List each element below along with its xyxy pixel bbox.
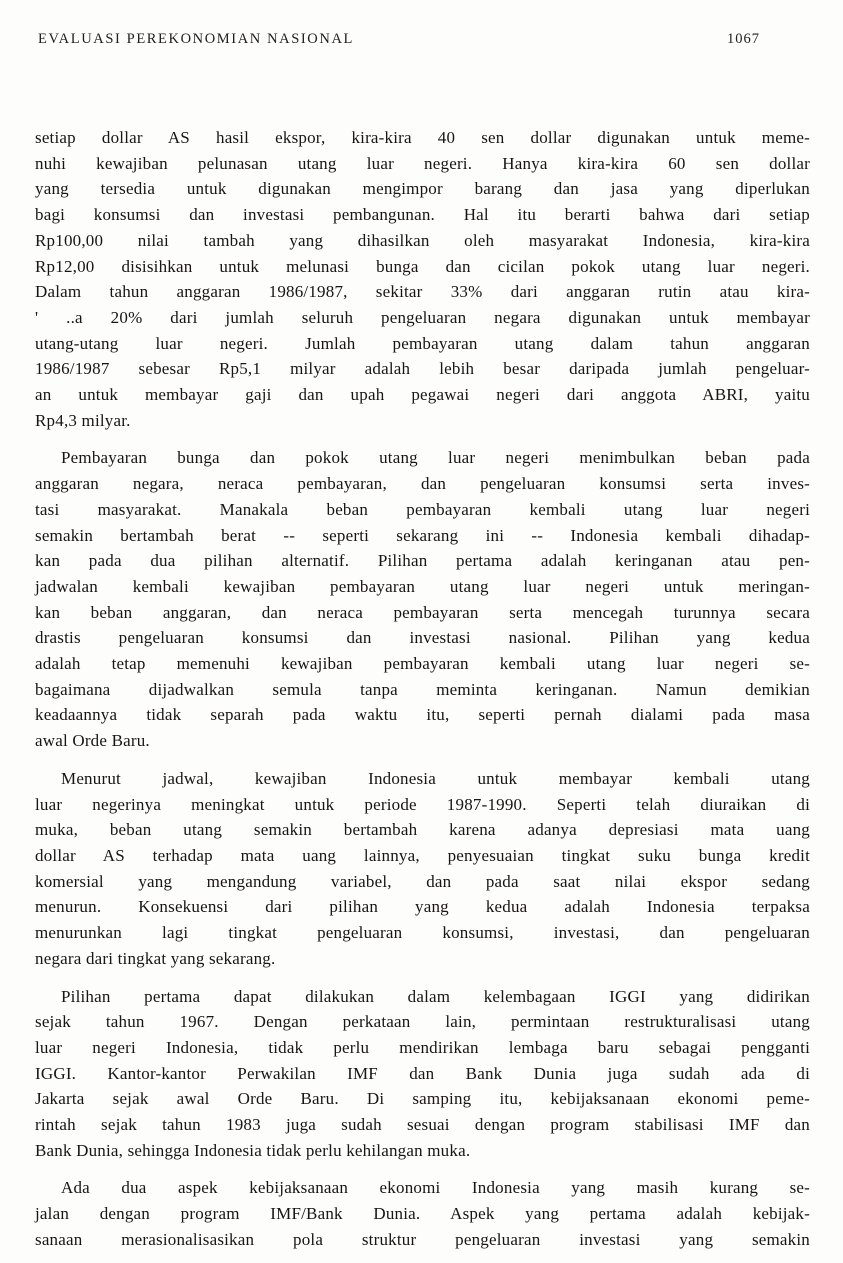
paragraph [35,125,810,433]
text-line: luar negeri Indonesia, tidak perlu mendirikan lembaga baru sebagai pengganti [35,1037,810,1057]
text-line: an untuk membayar gaji dan upah pegawai negeri dari anggota ABRI, yaitu [35,385,810,405]
text-line: dollar AS terhadap mata uang lainnya, penyesuaian tingkat suku bunga kredit [35,845,810,865]
page-number: 1067 [727,31,760,47]
text-line: Ada dua aspek kebijaksanaan ekonomi Indonesia yang masih kurang se- [61,1178,810,1198]
paragraph [35,445,810,753]
text-line: jalan dengan program IMF/Bank Dunia. Aspek yang pertama adalah kebijak- [35,1204,810,1224]
text-line: luar negerinya meningkat untuk periode 1987-1990. Seperti telah diuraikan di [35,794,810,814]
text-line: Rp4,3 milyar. [35,410,131,430]
text-line: Pembayaran bunga dan pokok utang luar negeri menimbulkan beban pada [61,448,810,468]
header-title: EVALUASI PEREKONOMIAN NASIONAL [38,31,354,47]
text-line: sanaan merasionalisasikan pola struktur pengeluaran investasi yang semakin [35,1229,810,1249]
paragraph [35,766,810,972]
text-line: sejak tahun 1967. Dengan perkataan lain, permintaan restrukturalisasi utang [35,1012,810,1032]
text-line: muka, beban utang semakin bertambah karena adanya depresiasi mata uang [35,820,810,840]
text-line: menurunkan lagi tingkat pengeluaran konsumsi, investasi, dan pengeluaran [35,923,810,943]
text-line: adalah tetap memenuhi kewajiban pembayaran kembali utang luar negeri se- [35,654,810,674]
text-line: utang-utang luar negeri. Jumlah pembayaran utang dalam tahun anggaran [35,333,810,353]
running-header [0,0,843,48]
text-line: rintah sejak tahun 1983 juga sudah sesuai dengan program stabilisasi IMF dan [35,1115,810,1135]
text-line: kan beban anggaran, dan neraca pembayaran serta mencegah turunnya secara [35,602,810,622]
text-line: menurun. Konsekuensi dari pilihan yang kedua adalah Indonesia terpaksa [35,897,810,917]
text-line: Menurut jadwal, kewajiban Indonesia untuk membayar kembali utang [61,768,810,788]
text-line: Jakarta sejak awal Orde Baru. Di samping itu, kebijaksanaan ekonomi peme- [35,1089,810,1109]
text-line: setiap dollar AS hasil ekspor, kira-kira 40 sen dollar digunakan untuk meme- [35,128,810,147]
text-line: 1986/1987 sebesar Rp5,1 milyar adalah lebih besar daripada jumlah pengeluar- [35,359,810,379]
text-line: Rp12,00 disisihkan untuk melunasi bunga dan cicilan pokok utang luar negeri. [35,256,810,276]
text-line: IGGI. Kantor-kantor Perwakilan IMF dan Bank Dunia juga sudah ada di [35,1063,810,1083]
text-line: yang tersedia untuk digunakan mengimpor barang dan jasa yang diperlukan [35,179,810,199]
page-body [0,125,843,1253]
text-line: Pilihan pertama dapat dilakukan dalam kelembagaan IGGI yang didirikan [61,986,810,1006]
text-line: drastis pengeluaran konsumsi dan investasi nasional. Pilihan yang kedua [35,628,810,648]
paragraph [35,1175,810,1252]
text-line: ' ..a 20% dari jumlah seluruh pengeluaran negara digunakan untuk membayar [35,307,810,327]
text-line: semakin bertambah berat -- seperti sekarang ini -- Indonesia kembali dihadap- [35,525,810,545]
paragraph [35,984,810,1164]
text-line: negara dari tingkat yang sekarang. [35,948,276,968]
text-line: Dalam tahun anggaran 1986/1987, sekitar 33% dari anggaran rutin atau kira- [35,282,810,302]
text-line: kan pada dua pilihan alternatif. Pilihan pertama adalah keringanan atau pen- [35,551,810,571]
text-line: jadwalan kembali kewajiban pembayaran utang luar negeri untuk meringan- [35,576,810,596]
text-line: awal Orde Baru. [35,731,150,751]
text-line: nuhi kewajiban pelunasan utang luar negeri. Hanya kira-kira 60 sen dollar [35,153,810,173]
text-line: komersial yang mengandung variabel, dan pada saat nilai ekspor sedang [35,871,810,891]
text-line: bagaimana dijadwalkan semula tanpa meminta keringanan. Namun demikian [35,679,810,699]
text-line: tasi masyarakat. Manakala beban pembayaran kembali utang luar negeri [35,499,810,519]
text-line: anggaran negara, neraca pembayaran, dan pengeluaran konsumsi serta inves- [35,474,810,494]
text-line: bagi konsumsi dan investasi pembangunan. Hal itu berarti bahwa dari setiap [35,205,810,225]
text-line: Rp100,00 nilai tambah yang dihasilkan oleh masyarakat Indonesia, kira-kira [35,230,810,250]
text-line: Bank Dunia, sehingga Indonesia tidak perlu kehilangan muka. [35,1140,471,1160]
text-line: keadaannya tidak separah pada waktu itu, seperti pernah dialami pada masa [35,705,810,725]
